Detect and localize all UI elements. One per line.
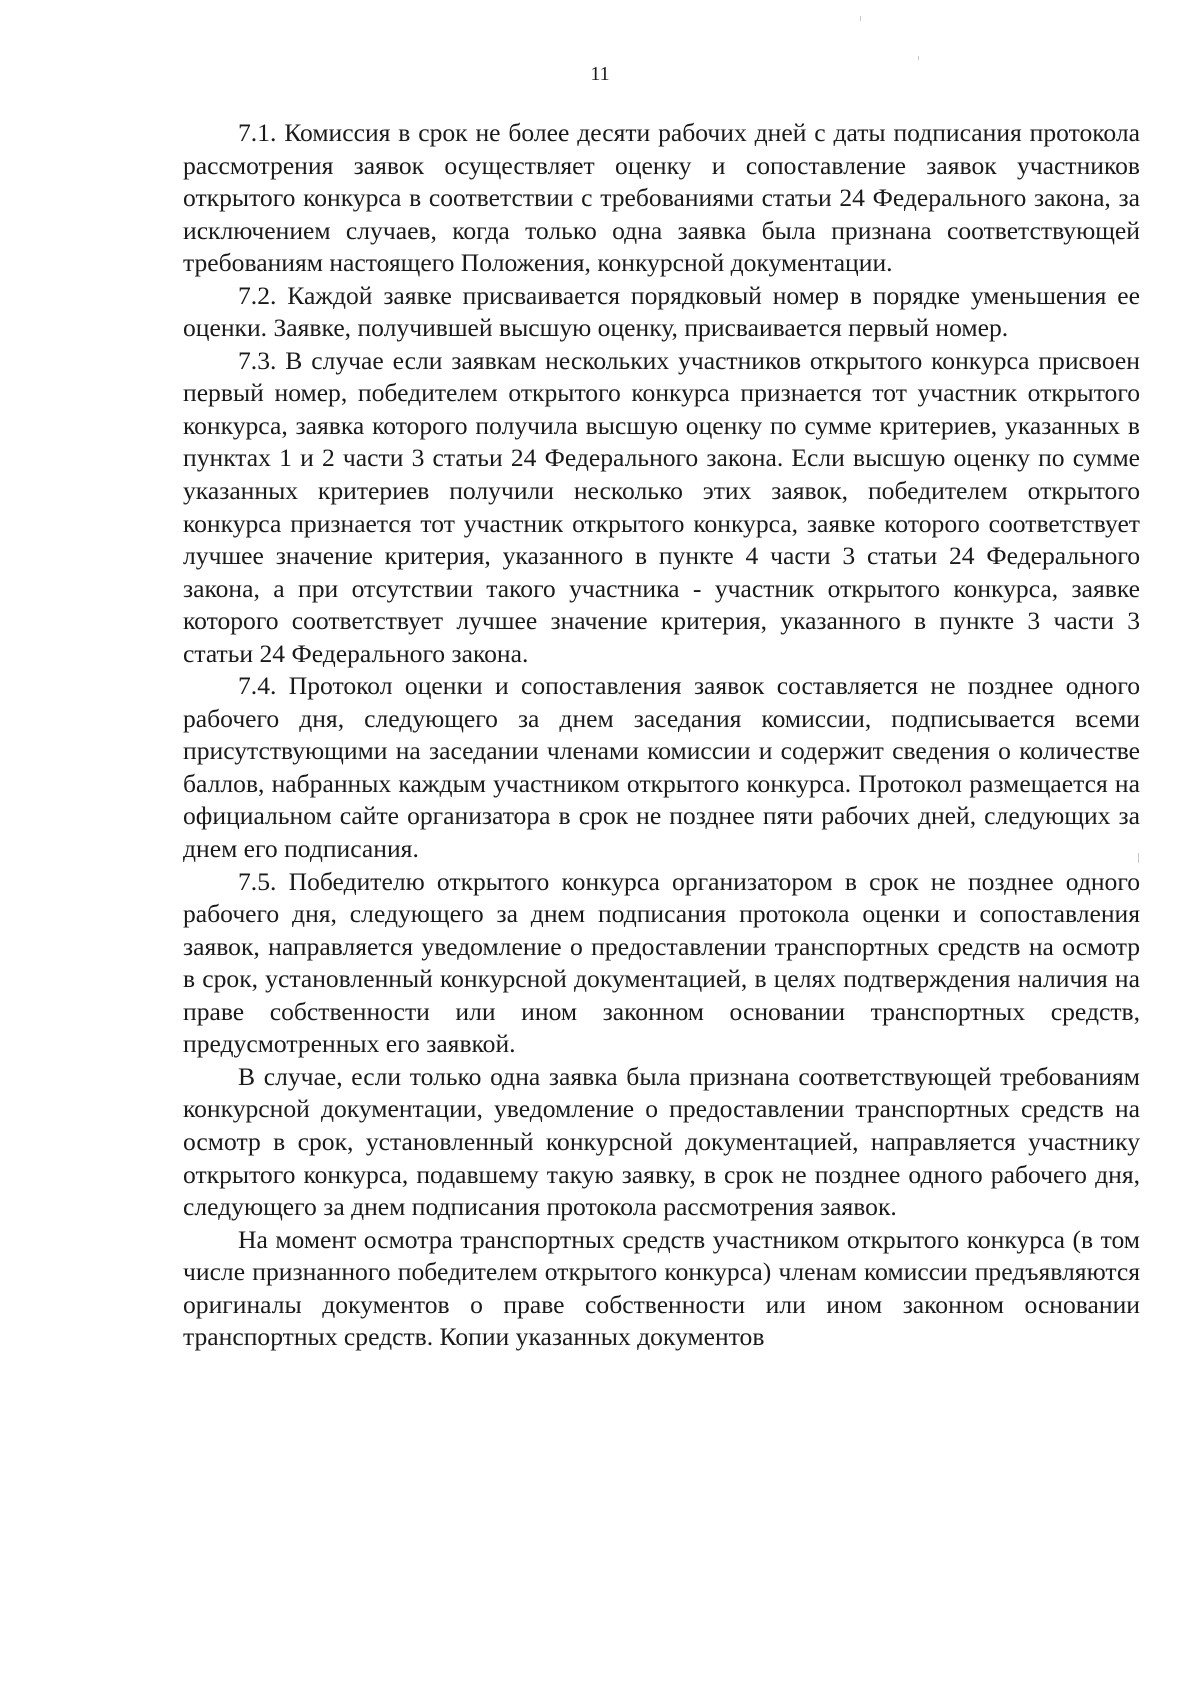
paragraph-7-2: 7.2. Каждой заявке присваивается порядковый номер в порядке уменьшения ее оценки. Заявке, получившей высшую оценку, присваивается первый номер. <box>183 280 1140 343</box>
scan-mark <box>918 56 919 60</box>
paragraph-single-application: В случае, если только одна заявка была признана соответствующей требованиям конкурсной документации, уведомление о предоставлении транспортных средств на осмотр в срок, установленный конкурсной документацией, направляется участнику открытого конкурса, подавшему такую заявку, в срок не позднее одного рабочего дня, следующего за днем подписания протокола рассмотрения заявок. <box>183 1061 1140 1222</box>
paragraph-7-3: 7.3. В случае если заявкам нескольких участников открытого конкурса присвоен первый номер, победителем открытого конкурса признается тот участник открытого конкурса, заявка которого получила высшую оценку по сумме критериев, указанных в пунктах 1 и 2 части 3 статьи 24 Федерального закона. Если высшую оценку по сумме указанных критериев получили несколько этих заявок, победителем открытого конкурса признается тот участник открытого конкурса, заявке которого соответствует лучшее значение критерия, указанного в пункте 4 части 3 статьи 24 Федерального закона, а при отсутствии такого участника - участник открытого конкурса, заявке которого соответствует лучшее значение критерия, указанного в пункте 3 части 3 статьи 24 Федерального закона. <box>183 345 1140 668</box>
paragraph-7-1: 7.1. Комиссия в срок не более десяти рабочих дней с даты подписания протокола рассмотрения заявок осуществляет оценку и сопоставление заявок участников открытого конкурса в соответствии с требованиями статьи 24 Федерального закона, за исключением случаев, когда только одна заявка была признана соответствующей требованиям настоящего Положения, конкурсной документации. <box>183 118 1140 278</box>
page-number: 11 <box>590 63 610 85</box>
paragraph-vehicle-inspection: На момент осмотра транспортных средств участником открытого конкурса (в том числе признанного победителем открытого конкурса) членам комиссии предъявляются оригиналы документов о праве собственности или ином законном основании транспортных средств. Копии указанных документов <box>183 1224 1140 1352</box>
paragraph-7-4: 7.4. Протокол оценки и сопоставления заявок составляется не позднее одного рабочего дня, следующего за днем заседания комиссии, подписывается всеми присутствующими на заседании членами комиссии и содержит сведения о количестве баллов, набранных каждым участником открытого конкурса. Протокол размещается на официальном сайте организатора в срок не позднее пяти рабочих дней, следующих за днем его подписания. <box>183 671 1140 864</box>
paragraph-7-5: 7.5. Победителю открытого конкурса организатором в срок не позднее одного рабочего дня, следующего за днем подписания протокола оценки и сопоставления заявок, направляется уведомление о предоставлении транспортных средств на осмотр в срок, установленный конкурсной документацией, в целях подтверждения наличия на праве собственности или ином законном основании транспортных средств, предусмотренных его заявкой. <box>183 866 1140 1059</box>
scan-mark <box>860 16 861 21</box>
document-body <box>183 117 1140 1354</box>
